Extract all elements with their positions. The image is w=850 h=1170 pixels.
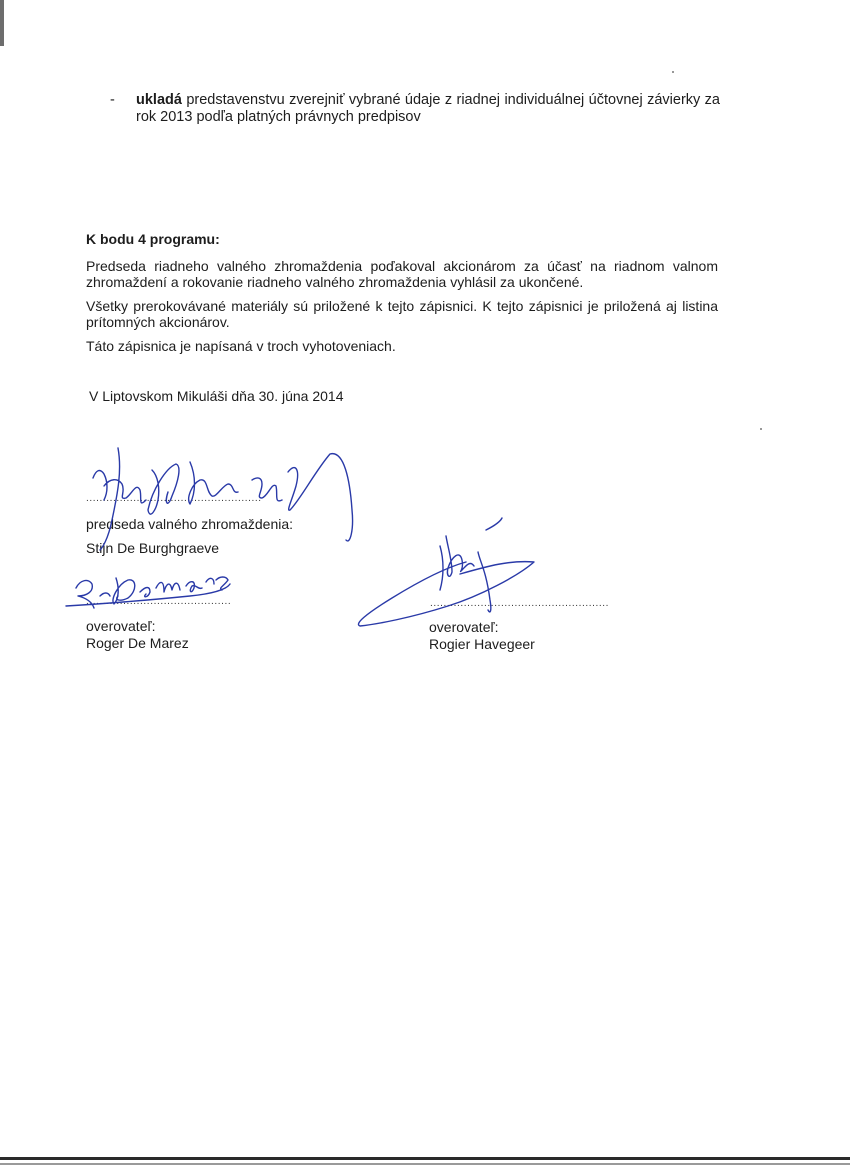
paragraph-attachments: Všetky prerokovávané materiály sú priložené k tejto zápisnici. K tejto zápisnici je priložená aj listina prítomných akcionárov. <box>86 298 718 330</box>
bullet-text: predstavenstvu zverejniť vybrané údaje z riadnej individuálnej účtovnej závierky za rok 2013 podľa platných právnych predpisov <box>136 92 720 125</box>
paragraph-copies: Táto zápisnica je napísaná v troch vyhotoveniach. <box>86 338 396 354</box>
scan-bottom-edge <box>0 1157 850 1160</box>
paragraph-closing: Predseda riadneho valného zhromaždenia poďakoval akcionárom za účasť na riadnom valnom zhromaždení a rokovanie riadneho valného zhromaždenia vyhlásil za ukončené. <box>86 258 718 290</box>
verifier1-signature-line: ........................................... <box>86 596 232 607</box>
chairman-role: predseda valného zhromaždenia: <box>86 516 294 532</box>
bullet-keyword: ukladá <box>136 92 182 108</box>
place-and-date: V Liptovskom Mikuláši dňa 30. júna 2014 <box>89 388 344 404</box>
verifier1-role: overovateľ: <box>86 618 156 634</box>
verifier1-signature <box>66 577 230 608</box>
scan-bottom-edge-shadow <box>0 1163 850 1165</box>
verifier1-name: Roger De Marez <box>86 635 189 651</box>
verifier2-signature <box>358 518 534 626</box>
chairman-signature <box>93 448 353 550</box>
chairman-name: Stijn De Burghgraeve <box>86 540 220 556</box>
verifier2-role: overovateľ: <box>429 619 499 635</box>
bullet-dash: - <box>110 92 115 108</box>
chairman-signature-line: .................................................... <box>86 493 262 504</box>
verifier2-name: Rogier Havegeer <box>429 636 535 652</box>
verifier2-signature-line: ..................................................... <box>430 598 610 609</box>
section-heading: K bodu 4 programu: <box>86 231 220 247</box>
